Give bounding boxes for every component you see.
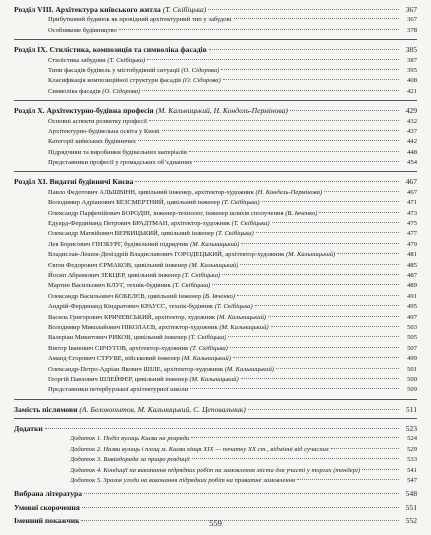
entry-author: (М. Кальницький) — [189, 261, 239, 269]
entry-page: 442 — [407, 138, 417, 146]
dot-leader — [149, 120, 399, 121]
entry-author: (О. Сідорова) — [181, 66, 220, 74]
entry-text: Представники петербурзької архітектурної школи — [48, 386, 189, 394]
section-title: Розділ IX. Стилістика, композиція та символіка фасадів — [14, 45, 207, 55]
toc-entry[interactable] — [14, 26, 417, 36]
dot-leader — [234, 18, 400, 19]
table-of-contents — [14, 5, 417, 530]
toc-entry[interactable] — [14, 137, 417, 147]
entry-text: Класифікація композиційної структури фасадів — [48, 77, 182, 85]
toc-entry[interactable] — [14, 466, 417, 476]
entry-page: 479 — [407, 240, 417, 248]
dot-leader — [262, 201, 399, 202]
entry-text: Едуард-Фердинанд Петрович БРАДТМАН, архітектор-художник — [48, 220, 230, 228]
dot-leader — [237, 295, 399, 296]
entry-text: Євген Федорович ЄРМАКОВ, цивільний інженер — [48, 261, 188, 269]
toc-entry[interactable] — [14, 281, 417, 291]
toc-entry[interactable] — [14, 209, 417, 219]
toc-entry[interactable] — [14, 323, 417, 333]
entry-author: (Т. Скібіцька) — [107, 56, 146, 64]
dot-leader — [209, 49, 399, 50]
entry-author: (М. Кальницький) — [181, 355, 231, 363]
toc-entry[interactable] — [14, 56, 417, 66]
entry-text: Основні аспекти розвитку професії — [48, 117, 147, 125]
section-title: Іменний покажчик — [14, 516, 80, 526]
toc-section-heading[interactable] — [14, 106, 417, 116]
entry-author: (Т. Скібіцька) — [221, 199, 260, 207]
dot-leader — [162, 130, 399, 131]
entry-text: Підрядчики та виробники будівельних матеріалів — [48, 148, 187, 156]
entry-page: 529 — [407, 445, 417, 453]
entry-page: 387 — [407, 56, 417, 64]
dot-leader — [82, 507, 399, 508]
toc-section — [14, 5, 417, 36]
entry-text: Валеріан Микитович РИКОВ, цивільний інженер — [48, 334, 187, 342]
toc-entry[interactable] — [14, 313, 417, 323]
toc-entry[interactable] — [14, 354, 417, 364]
entry-page: 491 — [407, 292, 417, 300]
entry-page: 471 — [407, 199, 417, 207]
toc-section-heading[interactable] — [14, 45, 417, 55]
entry-text: Архітектурно-будівельна освіта у Києві — [48, 127, 160, 135]
toc-entry[interactable] — [14, 66, 417, 76]
toc-section-heading[interactable] — [14, 177, 417, 187]
entry-text: Йосип Абрамович ЗЕКЦЕР, цивільний інженер — [48, 271, 181, 279]
section-title: Замість післямови — [14, 404, 78, 414]
entry-text: Прибутковий будинок як провідний архітектурний тип у забудові — [48, 16, 232, 24]
toc-section — [14, 106, 417, 168]
entry-page: 378 — [407, 26, 417, 34]
entry-page: 505 — [407, 334, 417, 342]
section-divider — [14, 171, 417, 172]
dot-leader — [230, 347, 399, 348]
section-page: 552 — [405, 516, 417, 526]
toc-section-heading[interactable] — [14, 405, 417, 415]
entry-text: Додаток 4. Кондиції на виконання підрядних робіт на замовлення міста для участі у торгах (тендері) — [70, 466, 361, 474]
dot-leader — [212, 284, 399, 285]
toc-entry[interactable] — [14, 365, 417, 375]
dot-leader — [331, 448, 399, 449]
entry-text: Василь Григорович КРИЧЕВСЬКИЙ, архітектор, художник — [48, 313, 216, 321]
entry-page: 495 — [407, 303, 417, 311]
entry-author: (М. Кальницький) — [219, 323, 269, 331]
entry-page: 503 — [407, 323, 417, 331]
entry-page: 533 — [407, 456, 417, 464]
entry-author: (Т. Скібіцька) — [189, 344, 228, 352]
dot-leader — [324, 191, 399, 192]
entry-page: 367 — [407, 16, 417, 24]
toc-entry[interactable] — [14, 87, 417, 97]
entry-text: Представники професії у громадських об’єднаннях — [48, 159, 193, 167]
entry-text: Володимир Миколайович НІКОЛАЄВ, архітектор-художник — [48, 323, 218, 331]
toc-section — [14, 177, 417, 395]
dot-leader — [119, 29, 399, 30]
toc-entry[interactable] — [14, 333, 417, 343]
dot-leader — [84, 493, 399, 494]
toc-entry[interactable] — [14, 302, 417, 312]
entry-page: 475 — [407, 220, 417, 228]
dot-leader — [362, 469, 399, 470]
entry-author: (Н. Кондель-Пермінова) — [255, 188, 323, 196]
toc-entry[interactable] — [14, 375, 417, 385]
entry-author: (В. Івченко) — [285, 209, 318, 217]
dot-leader — [147, 59, 399, 60]
dot-leader — [241, 378, 399, 379]
toc-entry[interactable] — [14, 476, 417, 486]
toc-entry[interactable] — [14, 271, 417, 281]
entry-author: (М. Кальницький) — [224, 365, 274, 373]
section-author: (Т. Скібіцька) — [162, 5, 207, 14]
entry-author: (О. Сідорова) — [182, 77, 221, 85]
entry-page: 477 — [407, 230, 417, 238]
section-page: 367 — [405, 5, 417, 14]
entry-page: 487 — [407, 271, 417, 279]
toc-section — [14, 45, 417, 97]
section-page: 548 — [405, 489, 417, 499]
section-title: Розділ XI. Видатні будівничі Києва — [14, 177, 134, 187]
section-title: Додатки — [14, 424, 43, 434]
entry-author: (Т. Скібіцька) — [214, 303, 253, 311]
entry-page: 485 — [407, 261, 417, 269]
dot-leader — [191, 437, 399, 438]
dot-leader — [319, 212, 399, 213]
entry-page: 395 — [407, 66, 417, 74]
entry-text: Мартин Васильович КЛУГ, технік-будівник — [48, 282, 171, 290]
entry-page: 408 — [407, 77, 417, 85]
entry-page: 489 — [407, 282, 417, 290]
entry-page: 432 — [407, 117, 417, 125]
entry-page: 421 — [407, 87, 417, 95]
section-title: Вибрана література — [14, 489, 83, 499]
toc-entry[interactable] — [14, 434, 417, 444]
toc-entry[interactable] — [14, 250, 417, 260]
section-page: 551 — [405, 502, 417, 512]
toc-entry[interactable] — [14, 158, 417, 168]
section-page: 429 — [405, 106, 417, 116]
dot-leader — [208, 9, 399, 10]
entry-text: Віктор Іванович СИЧУГОВ, архітектор-художник — [48, 344, 189, 352]
entry-page: 448 — [407, 148, 417, 156]
entry-text: Павло Федотович АЛЬШВІНН, цивільний інженер, архітектор-художник — [48, 188, 254, 196]
toc-entry[interactable] — [14, 188, 417, 198]
section-page: 467 — [405, 177, 417, 187]
section-title: Умовні скорочення — [14, 502, 80, 512]
toc-section-heading[interactable] — [14, 503, 417, 513]
toc-entry[interactable] — [14, 148, 417, 158]
entry-text: Лев Борисович ГІНЗБУРГ, будівельний підрядчик — [48, 240, 189, 248]
dot-leader — [337, 253, 399, 254]
entry-author: (Т. Скібіцька) — [182, 271, 221, 279]
entry-page: 497 — [407, 313, 417, 321]
toc-section-heading[interactable] — [14, 424, 417, 434]
entry-text: Олександр Матвійович ВЕРБИЦЬКИЙ, цивільний інженер — [48, 230, 215, 238]
entry-page: 499 — [407, 355, 417, 363]
dot-leader — [192, 458, 399, 459]
entry-text: Категорії київських будівничих — [48, 138, 137, 146]
entry-author: (О. Сідорова) — [102, 87, 141, 95]
toc-section — [14, 503, 417, 513]
section-page: 523 — [405, 424, 417, 434]
dot-leader — [255, 305, 399, 306]
entry-page: 500 — [407, 375, 417, 383]
entry-page: 437 — [407, 127, 417, 135]
toc-entry[interactable] — [14, 385, 417, 395]
toc-section-heading[interactable] — [14, 489, 417, 499]
dot-leader — [45, 428, 399, 429]
entry-page: 547 — [407, 477, 417, 485]
entry-text: Георгій Павлович ШЛЕЙФЕР, цивільний інженер — [48, 375, 188, 383]
entry-author: (Т. Скібіцька) — [188, 334, 227, 342]
section-page: 385 — [405, 45, 417, 55]
entry-author: (М. Кальницький) — [216, 313, 267, 321]
entry-text: Особнякове будівництво — [48, 26, 117, 34]
entry-text: Владислав-Лешек-Деніздрій Владиславович ГОРОДЕЦЬКИЙ, архітектор-художник — [48, 251, 285, 259]
entry-text: Додаток 5. Зразок угоди на виконання підрядних робіт на приватне замовлення — [70, 477, 296, 485]
toc-section — [14, 489, 417, 499]
section-author: (А. Белокопытов, М. Кальницький, С. Цеповальник) — [79, 404, 246, 414]
toc-entry[interactable] — [14, 198, 417, 208]
dot-leader — [233, 357, 399, 358]
toc-entry[interactable] — [14, 15, 417, 25]
section-page: 511 — [405, 404, 417, 414]
entry-text: Володимир Адріанович БЕЗСМЕРТНИЙ, цивільний інженер — [48, 199, 221, 207]
entry-text: Додаток 1. Поділ вулиць Києва на розряди — [70, 435, 190, 443]
entry-text: Типи фасадів будівель у містобудівній ситуації — [48, 66, 180, 74]
dot-leader — [290, 110, 399, 111]
dot-leader — [142, 90, 399, 91]
entry-text: Додаток 3. Вивіадорада за працю роздиції — [70, 456, 190, 464]
dot-leader — [268, 316, 399, 317]
toc-entry[interactable] — [14, 261, 417, 271]
section-author: (М. Кальницький, Н. Кондель-Пермінова) — [155, 106, 288, 116]
dot-leader — [271, 326, 399, 327]
section-divider — [14, 39, 417, 40]
dot-leader — [228, 336, 399, 337]
dot-leader — [221, 69, 399, 70]
entry-page: 524 — [407, 435, 417, 443]
toc-entry[interactable] — [14, 344, 417, 354]
section-divider — [14, 100, 417, 101]
toc-entry[interactable] — [14, 219, 417, 229]
entry-author: (Т. Скібіцька) — [172, 282, 211, 290]
section-title: Розділ VIII. Архітектура київського житла — [14, 5, 161, 14]
toc-entry[interactable] — [14, 76, 417, 86]
entry-text: Олександр Парфенійович БОРОДІН, інженер-технолог, інженер шляхів сполучення — [48, 209, 284, 217]
entry-page: 507 — [407, 344, 417, 352]
entry-text: Олександр Васильович КОБЕЛЄВ, цивільний інженер — [48, 292, 202, 300]
section-divider — [14, 399, 417, 400]
dot-leader — [190, 388, 399, 389]
entry-author: (М. Кальницький) — [285, 251, 336, 259]
entry-text: Олександр-Петро-Адріан Якович ШІЛЕ, архітектор-художник — [48, 365, 224, 373]
dot-leader — [138, 140, 399, 141]
entry-author: (Т. Скібіцька) — [231, 220, 270, 228]
entry-page: 481 — [407, 251, 417, 259]
toc-entry[interactable] — [14, 127, 417, 137]
dot-leader — [256, 232, 399, 233]
dot-leader — [240, 264, 399, 265]
entry-page: 454 — [407, 159, 417, 167]
toc-entry[interactable] — [14, 229, 417, 239]
entry-author: (М. Кальницький) — [190, 240, 240, 248]
entry-text: Аманд Єгорович СТРУВЕ, військовий інженер — [48, 355, 180, 363]
entry-author: (М. Кальницький) — [189, 375, 239, 383]
entry-page: 473 — [407, 209, 417, 217]
entry-page: 541 — [407, 466, 417, 474]
entry-text: Андрій-Фердинанд Кіндратович КРАУСС, технік-будівник — [48, 303, 214, 311]
toc-section — [14, 405, 417, 415]
entry-text: Символіка фасадів — [48, 87, 101, 95]
dot-leader — [194, 161, 399, 162]
dot-leader — [222, 274, 399, 275]
section-title: Розділ X. Архітектурно-будівна професія — [14, 106, 154, 116]
entry-author: (Т. Скібіцька) — [215, 230, 254, 238]
dot-leader — [223, 79, 399, 80]
section-divider — [14, 418, 417, 419]
dot-leader — [297, 479, 399, 480]
dot-leader — [189, 151, 399, 152]
entry-page: 501 — [407, 365, 417, 373]
entry-page: 467 — [407, 188, 417, 196]
toc-entry[interactable] — [14, 445, 417, 455]
toc-section-heading[interactable] — [14, 5, 417, 15]
entry-text: Стилістика забудови — [48, 56, 106, 64]
page-number: 559 — [209, 518, 222, 528]
dot-leader — [248, 409, 399, 410]
dot-leader — [276, 368, 399, 369]
dot-leader — [241, 243, 399, 244]
entry-author: (В. Івченко) — [202, 292, 235, 300]
toc-section — [14, 424, 417, 486]
entry-text: Додаток 2. Назви вулиць і площ м. Києва кінця XIX — початку XX ст., відмінні від сучасних — [70, 445, 329, 453]
toc-entry[interactable] — [14, 292, 417, 302]
toc-entry[interactable] — [14, 240, 417, 250]
dot-leader — [272, 222, 399, 223]
entry-page: 509 — [407, 386, 417, 394]
toc-entry[interactable] — [14, 117, 417, 127]
dot-leader — [135, 181, 399, 182]
toc-entry[interactable] — [14, 455, 417, 465]
